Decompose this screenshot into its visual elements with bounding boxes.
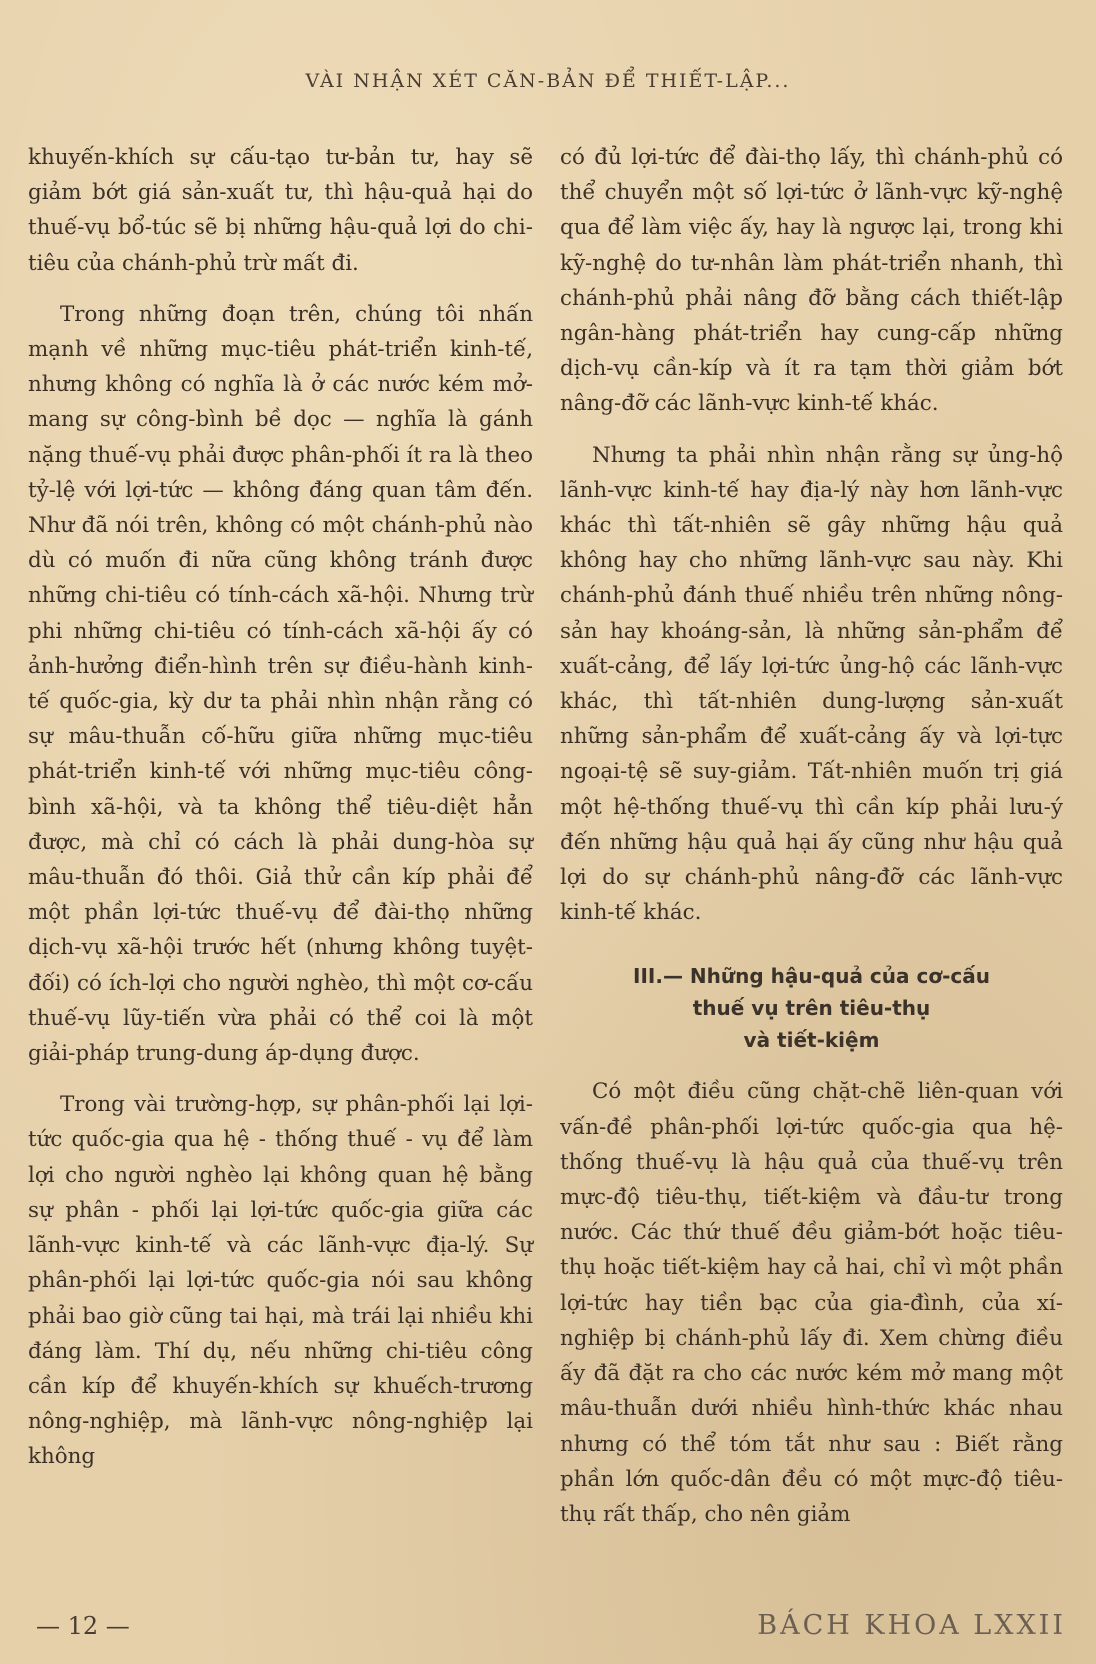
paragraph: Trong vài trường-hợp, sự phân-phối lại lợi-tức quốc-gia qua hệ - thống thuế - vụ để làm lợi cho người nghèo lại không quan hệ bằng sự phân - phối lại lợi-tức quốc-gia giữa các lãnh-vực kinh-tế và các lãnh-vực địa-lý. Sự phân-phối lại lợi-tức quốc-gia nói sau không phải bao giờ cũng tai hại, mà trái lại nhiều khi đáng làm. Thí dụ, nếu những chi-tiêu công cần kíp để khuyến-khích sự khuếch-trương nông-nghiệp, mà lãnh-vực nông-nghiệp lại không: [28, 1092, 533, 1470]
left-column: [28, 140, 533, 1475]
right-column: [560, 140, 1063, 1532]
paragraph: Trong những đoạn trên, chúng tôi nhấn mạnh về những mục-tiêu phát-triển kinh-tế, nhưng không có nghĩa là ở các nước kém mở-mang sự công-bình bề dọc — nghĩa là gánh nặng thuế-vụ phải được phân-phối ít ra là theo tỷ-lệ với lợi-tức — không đáng quan tâm đến. Như đã nói trên, không có một chánh-phủ nào dù có muốn đi nữa cũng không tránh được những chi-tiêu có tính-cách xã-hội. Nhưng trừ phi những chi-tiêu có tính-cách xã-hội ấy có ảnh-hưởng điển-hình trên sự điều-hành kinh-tế quốc-gia, kỳ dư ta phải nhìn nhận rằng có sự mâu-thuẫn cố-hữu giữa những mục-tiêu phát-triển kinh-tế với những mục-tiêu công-bình xã-hội, và ta không thể tiêu-diệt hẳn được, mà chỉ có cách là phải dung-hòa sự mâu-thuẫn đó thôi. Giả thử cần kíp phải để một phần lợi-tức thuế-vụ để đài-thọ những dịch-vụ xã-hội trước hết (nhưng không tuyệt-đối) có ích-lợi cho người nghèo, thì một cơ-cấu thuế-vụ lũy-tiến vừa phải có thể coi là một giải-pháp trung-dung áp-dụng được.: [28, 301, 533, 1067]
section-heading-line: III.— Những hậu-quả của cơ-cấu: [633, 964, 990, 989]
section-heading: [560, 960, 1063, 1056]
section-heading-line: và tiết-kiệm: [743, 1028, 880, 1053]
paragraph: có đủ lợi-tức để đài-thọ lấy, thì chánh-phủ có thể chuyển một số lợi-tức ở lãnh-vực kỹ-nghệ qua để làm việc ấy, hay là ngược lại, trong khi kỹ-nghệ do tư-nhân làm phát-triển nhanh, thì chánh-phủ phải nâng đỡ bằng cách thiết-lập ngân-hàng phát-triển hay cung-cấp những dịch-vụ cần-kíp và ít ra tạm thời giảm bớt nâng-đỡ các lãnh-vực kinh-tế khác.: [560, 145, 1063, 417]
paragraph: Có một điều cũng chặt-chẽ liên-quan với vấn-đề phân-phối lợi-tức quốc-gia qua hệ-thống thuế-vụ là hậu quả của thuế-vụ trên mực-độ tiêu-thụ, tiết-kiệm và đầu-tư trong nước. Các thứ thuế đều giảm-bớt hoặc tiêu-thụ hoặc tiết-kiệm hay cả hai, chỉ vì một phần lợi-tức hay tiền bạc của gia-đình, của xí-nghiệp bị chánh-phủ lấy đi. Xem chừng điều ấy đã đặt ra cho các nước kém mở mang một mâu-thuẫn dưới nhiều hình-thức khác nhau nhưng có thể tóm tắt như sau : Biết rằng phần lớn quốc-dân đều có một mực-độ tiêu-thụ rất thấp, cho nên giảm: [560, 1079, 1063, 1527]
section-heading-line: thuế vụ trên tiêu-thụ: [692, 996, 931, 1021]
journal-name: BÁCH KHOA LXXII: [757, 1610, 1066, 1641]
paragraph: khuyến-khích sự cấu-tạo tư-bản tư, hay sẽ giảm bớt giá sản-xuất tư, thì hậu-quả hại do thuế-vụ bổ-túc sẽ bị những hậu-quả lợi do chi-tiêu của chánh-phủ trừ mất đi.: [28, 145, 533, 276]
running-title: VÀI NHẬN XÉT CĂN-BẢN ĐỂ THIẾT-LẬP...: [305, 70, 791, 92]
page-number: — 12 —: [36, 1612, 130, 1640]
paragraph: Nhưng ta phải nhìn nhận rằng sự ủng-hộ lãnh-vực kinh-tế hay địa-lý này hơn lãnh-vực khác thì tất-nhiên sẽ gây những hậu quả không hay cho những lãnh-vực sau này. Khi chánh-phủ đánh thuế nhiều trên những nông-sản hay khoáng-sản, là những sản-phẩm để xuất-cảng, để lấy lợi-tức ủng-hộ các lãnh-vực khác, thì tất-nhiên dung-lượng sản-xuất những sản-phẩm để xuất-cảng ấy và lợi-tực ngoại-tệ sẽ suy-giảm. Tất-nhiên muốn trị giá một hệ-thống thuế-vụ thì cần kíp phải lưu-ý đến những hậu quả hại ấy cũng như hậu quả lợi do sự chánh-phủ nâng-đỡ các lãnh-vực kinh-tế khác.: [560, 442, 1063, 926]
